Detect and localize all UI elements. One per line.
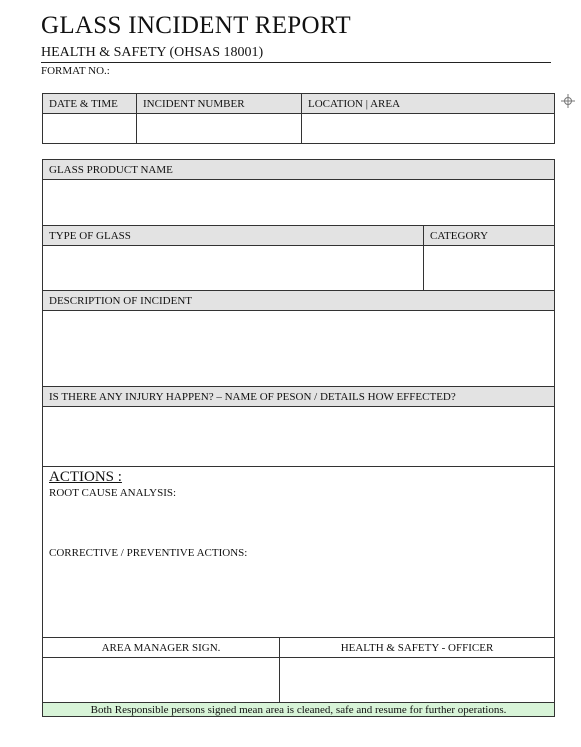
date-time-header: DATE & TIME (43, 94, 137, 114)
injury-header: IS THERE ANY INJURY HAPPEN? – NAME OF PESON / DETAILS HOW EFFECTED? (43, 387, 555, 407)
title-divider (41, 62, 551, 63)
actions-section[interactable] (43, 467, 555, 638)
type-of-glass-header: TYPE OF GLASS (43, 226, 424, 246)
description-field[interactable] (43, 311, 555, 387)
date-time-field[interactable] (43, 114, 137, 144)
report-subtitle: HEALTH & SAFETY (OHSAS 18001) (41, 45, 264, 60)
corrective-actions-label: CORRECTIVE / PREVENTIVE ACTIONS: (49, 547, 248, 559)
hs-officer-header: HEALTH & SAFETY - OFFICER (280, 638, 555, 658)
crosshair-icon (561, 94, 575, 108)
location-area-field[interactable] (302, 114, 555, 144)
footer-note: Both Responsible persons signed mean area is cleaned, safe and resume for further operations. (43, 703, 555, 717)
incident-number-field[interactable] (137, 114, 302, 144)
description-header: DESCRIPTION OF INCIDENT (43, 291, 555, 311)
category-field[interactable] (424, 246, 555, 291)
hs-officer-sign-field[interactable] (280, 658, 555, 703)
incident-number-header: INCIDENT NUMBER (137, 94, 302, 114)
incident-details-table (42, 159, 555, 717)
glass-product-name-field[interactable] (43, 180, 555, 226)
format-number-label: FORMAT NO.: (41, 65, 110, 77)
location-area-header: LOCATION | AREA (302, 94, 555, 114)
actions-heading: ACTIONS : (49, 469, 122, 485)
area-manager-sign-header: AREA MANAGER SIGN. (43, 638, 280, 658)
incident-info-table (42, 93, 555, 144)
category-header: CATEGORY (424, 226, 555, 246)
type-of-glass-field[interactable] (43, 246, 424, 291)
root-cause-label: ROOT CAUSE ANALYSIS: (49, 487, 177, 499)
injury-field[interactable] (43, 407, 555, 467)
area-manager-sign-field[interactable] (43, 658, 280, 703)
glass-product-name-header: GLASS PRODUCT NAME (43, 160, 555, 180)
report-title: GLASS INCIDENT REPORT (41, 12, 351, 39)
